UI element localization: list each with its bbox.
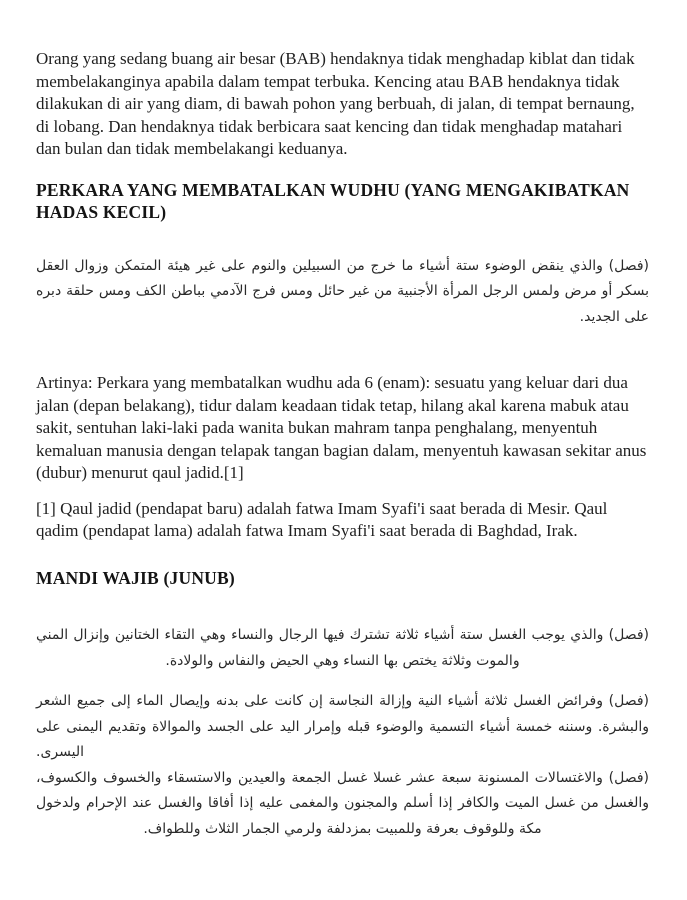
heading-membatalkan-wudhu: PERKARA YANG MEMBATALKAN WUDHU (YANG MENGAKIBATKAN HADAS KECIL) [36, 179, 630, 222]
footnote-paragraph: [1] Qaul jadid (pendapat baru) adalah fatwa Imam Syafi'i saat berada di Mesir. Qaul qadim (pendapat lama) adalah fatwa Imam Syafi'i saat berada di Baghdad, Irak. [36, 498, 608, 540]
arabic-passage-mandi-1: (فصل) والذي يوجب الغسل ستة أشياء ثلاثة تشترك فيها الرجال والنساء وهي التقاء الختانين وإنزال المني والموت وثلاثة يختص بها النساء وهي الحيض والنفاس والولادة. [36, 627, 649, 669]
arabic-passage-wudhu: (فصل) والذي ينقض الوضوء ستة أشياء ما خرج من السبيلين والنوم على غير هيئة المتمكن وزوال العقل بسكر أو مرض ولمس الرجل المرأة الأجنبية من غير حائل ومس فرج الآدمي بباطن الكف ومس حلقة دبره على الجديد. [36, 257, 649, 325]
heading-mandi-wajib: MANDI WAJIB (JUNUB) [36, 567, 235, 588]
translation-paragraph: Artinya: Perkara yang membatalkan wudhu ada 6 (enam): sesuatu yang keluar dari dua jalan (depan belakang), tidur dalam keadaan tidak tetap, hilang akal karena mabuk atau sakit, sentuhan laki-laki pada wanita bukan mahram tanpa penghalang, menyentuh kemaluan manusia dengan telapak tangan bagian dalam, menyentuh kawasan sekitar anus (dubur) menurut qaul jadid.[1] [36, 373, 647, 482]
arabic-passage-mandi-3: (فصل) والاغتسالات المسنونة سبعة عشر غسلا غسل الجمعة والعيدين والاستسقاء والخسوف والكسوف، والغسل من غسل الميت والكافر إذا أسلم والمجنون والمغمى عليه إذا أفاقا والغسل عند الإحرام ولدخول مكة وللوقوف بعرفة وللمبيت بمزدلفة ولرمي الجمار الثلاث وللطواف. [36, 769, 649, 837]
intro-paragraph: Orang yang sedang buang air besar (BAB) hendaknya tidak menghadap kiblat dan tidak membelakanginya apabila dalam tempat terbuka. Kencing atau BAB hendaknya tidak dilakukan di air yang diam, di bawah pohon yang berbuah, di jalan, di tempat bernaung, di lobang. Dan hendaknya tidak berbicara saat kencing dan tidak menghadap matahari dan bulan dan tidak membelakangi keduanya. [36, 49, 635, 158]
arabic-passage-mandi-2: (فصل) وفرائض الغسل ثلاثة أشياء النية وإزالة النجاسة إن كانت على بدنه وإيصال الماء إلى جميع الشعر والبشرة. وسننه خمسة أشياء التسمية والوضوء قبله وإمرار اليد على الجسد والموالاة وتقديم اليمنى على اليسرى. [36, 693, 649, 760]
